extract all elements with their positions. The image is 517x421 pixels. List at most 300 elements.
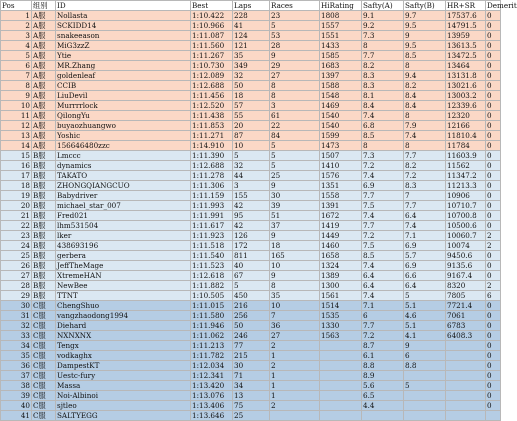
laps-cell: 228 (233, 11, 270, 21)
hirating-cell: 1563 (320, 331, 362, 341)
hr-sr-cell: 13003.2 (446, 91, 486, 101)
pos-cell: 12 (1, 121, 32, 131)
safty-b-cell: 7 (404, 191, 446, 201)
safty-b-cell: 9.7 (404, 11, 446, 21)
id-cell: XtremeHAN (56, 271, 191, 281)
group-cell: A服 (32, 21, 56, 31)
demerit-cell: 0 (486, 401, 501, 411)
best-cell: 1:11.853 (191, 121, 233, 131)
pos-cell: 17 (1, 171, 32, 181)
demerit-cell: 0 (486, 51, 501, 61)
table-row (1, 141, 501, 151)
safty-a-cell: 5.6 (362, 381, 404, 391)
best-cell: 1:11.087 (191, 31, 233, 41)
group-cell: B服 (32, 201, 56, 211)
laps-cell: 3 (233, 181, 270, 191)
safty-b-cell: 9.5 (404, 21, 446, 31)
hr-sr-cell: 10700.8 (446, 211, 486, 221)
id-cell: 156646480zzc (56, 141, 191, 151)
hr-sr-cell (446, 341, 486, 351)
hr-sr-cell (446, 391, 486, 401)
races-cell: 1 (270, 351, 320, 361)
demerit-cell: 0 (486, 261, 501, 271)
table-row (1, 51, 501, 61)
demerit-cell: 0 (486, 11, 501, 21)
best-cell: 1:11.456 (191, 91, 233, 101)
demerit-cell: 2 (486, 281, 501, 291)
laps-cell: 57 (233, 101, 270, 111)
id-cell: lhm531504 (56, 221, 191, 231)
safty-a-cell: 6 (362, 311, 404, 321)
id-cell: Nollasta (56, 11, 191, 21)
pos-cell: 9 (1, 91, 32, 101)
table-row (1, 381, 501, 391)
hr-sr-cell: 7721.4 (446, 301, 486, 311)
laps-cell: 246 (233, 331, 270, 341)
pos-cell: 41 (1, 411, 32, 421)
best-cell: 1:11.267 (191, 51, 233, 61)
pos-cell: 31 (1, 311, 32, 321)
id-cell: SALTYEGG (56, 411, 191, 421)
hirating-cell: 1683 (320, 61, 362, 71)
hirating-cell: 1410 (320, 161, 362, 171)
group-cell: B服 (32, 261, 56, 271)
hr-sr-cell: 9450.6 (446, 251, 486, 261)
header-id: ID (56, 1, 191, 11)
laps-cell: 40 (233, 261, 270, 271)
races-cell: 165 (270, 251, 320, 261)
pos-cell: 29 (1, 291, 32, 301)
pos-cell: 20 (1, 201, 32, 211)
table-row (1, 391, 501, 401)
group-cell: B服 (32, 241, 56, 251)
pos-cell: 25 (1, 251, 32, 261)
safty-b-cell: 6 (404, 351, 446, 361)
laps-cell: 67 (233, 271, 270, 281)
laps-cell: 18 (233, 91, 270, 101)
best-cell: 1:13.076 (191, 391, 233, 401)
safty-a-cell: 7.4 (362, 171, 404, 181)
demerit-cell: 0 (486, 361, 501, 371)
id-cell: Yoshic (56, 131, 191, 141)
best-cell: 1:11.523 (191, 261, 233, 271)
demerit-cell: 0 (486, 321, 501, 331)
hr-sr-cell: 13464 (446, 61, 486, 71)
safty-b-cell: 8 (404, 61, 446, 71)
laps-cell: 34 (233, 381, 270, 391)
safty-b-cell: 6.4 (404, 281, 446, 291)
safty-a-cell: 7.4 (362, 291, 404, 301)
safty-b-cell: 9 (404, 341, 446, 351)
safty-a-cell: 8.4 (362, 101, 404, 111)
safty-b-cell: 8.2 (404, 81, 446, 91)
group-cell: A服 (32, 81, 56, 91)
best-cell: 1:11.015 (191, 301, 233, 311)
hirating-cell (320, 391, 362, 401)
demerit-cell: 0 (486, 211, 501, 221)
group-cell: B服 (32, 191, 56, 201)
safty-a-cell: 6.4 (362, 271, 404, 281)
table-body (1, 11, 501, 421)
laps-cell: 215 (233, 351, 270, 361)
laps-cell: 10 (233, 141, 270, 151)
hr-sr-cell (446, 361, 486, 371)
demerit-cell: 0 (486, 41, 501, 51)
hirating-cell: 1391 (320, 201, 362, 211)
races-cell: 2 (270, 341, 320, 351)
demerit-cell: 2 (486, 241, 501, 251)
id-cell: gerbera (56, 251, 191, 261)
safty-b-cell (404, 391, 446, 401)
header-races: Races (270, 1, 320, 11)
races-cell: 7 (270, 311, 320, 321)
group-cell: A服 (32, 91, 56, 101)
table-row (1, 181, 501, 191)
hr-sr-cell: 11562 (446, 161, 486, 171)
safty-b-cell: 8.3 (404, 181, 446, 191)
id-cell: Ytie (56, 51, 191, 61)
id-cell: snakeeason (56, 31, 191, 41)
safty-b-cell: 9.5 (404, 41, 446, 51)
races-cell: 9 (270, 51, 320, 61)
hr-sr-cell: 13959 (446, 31, 486, 41)
safty-b-cell (404, 371, 446, 381)
demerit-cell: 0 (486, 31, 501, 41)
best-cell: 1:12.089 (191, 71, 233, 81)
safty-b-cell (404, 401, 446, 411)
safty-a-cell: 7.2 (362, 331, 404, 341)
races-cell: 18 (270, 241, 320, 251)
demerit-cell: 0 (486, 201, 501, 211)
pos-cell: 32 (1, 321, 32, 331)
laps-cell: 155 (233, 191, 270, 201)
group-cell: A服 (32, 101, 56, 111)
group-cell: A服 (32, 111, 56, 121)
safty-b-cell: 8.5 (404, 51, 446, 61)
laps-cell: 216 (233, 301, 270, 311)
group-cell: C服 (32, 311, 56, 321)
safty-b-cell: 8.4 (404, 101, 446, 111)
group-cell: A服 (32, 141, 56, 151)
hirating-cell: 1535 (320, 311, 362, 321)
hirating-cell (320, 411, 362, 421)
group-cell: B服 (32, 151, 56, 161)
demerit-cell: 0 (486, 181, 501, 191)
hirating-cell: 1576 (320, 171, 362, 181)
hirating-cell: 1324 (320, 261, 362, 271)
laps-cell: 41 (233, 21, 270, 31)
table-row (1, 21, 501, 31)
hr-sr-cell: 9167.4 (446, 271, 486, 281)
laps-cell: 811 (233, 251, 270, 261)
safty-b-cell: 5.1 (404, 321, 446, 331)
hr-sr-cell: 7061 (446, 311, 486, 321)
pos-cell: 40 (1, 401, 32, 411)
races-cell: 10 (270, 301, 320, 311)
races-cell: 8 (270, 91, 320, 101)
group-cell: B服 (32, 271, 56, 281)
races-cell: 8 (270, 281, 320, 291)
table-row (1, 311, 501, 321)
laps-cell: 172 (233, 241, 270, 251)
races-cell: 61 (270, 111, 320, 121)
safty-a-cell: 8.5 (362, 131, 404, 141)
table-row (1, 61, 501, 71)
best-cell: 1:11.062 (191, 331, 233, 341)
hr-sr-cell: 14791.5 (446, 21, 486, 31)
table-row (1, 211, 501, 221)
table-row (1, 411, 501, 421)
pos-cell: 14 (1, 141, 32, 151)
best-cell: 1:11.438 (191, 111, 233, 121)
group-cell: B服 (32, 161, 56, 171)
safty-a-cell: 7.2 (362, 231, 404, 241)
group-cell: B服 (32, 281, 56, 291)
hr-sr-cell: 11347.2 (446, 171, 486, 181)
best-cell: 1:11.991 (191, 211, 233, 221)
best-cell: 1:12.618 (191, 271, 233, 281)
demerit-cell: 0 (486, 131, 501, 141)
pos-cell: 5 (1, 51, 32, 61)
demerit-cell: 0 (486, 271, 501, 281)
id-cell: MR.Zhang (56, 61, 191, 71)
laps-cell: 5 (233, 281, 270, 291)
id-cell: vangzhaodong1994 (56, 311, 191, 321)
laps-cell: 32 (233, 161, 270, 171)
table-row (1, 41, 501, 51)
table-row (1, 81, 501, 91)
hirating-cell (320, 351, 362, 361)
id-cell: NewBee (56, 281, 191, 291)
races-cell: 27 (270, 71, 320, 81)
best-cell: 1:14.910 (191, 141, 233, 151)
table-row (1, 71, 501, 81)
hr-sr-cell: 12339.6 (446, 101, 486, 111)
header-hr-sr: HR+SR (446, 1, 486, 11)
best-cell: 1:11.580 (191, 311, 233, 321)
header-best: Best (191, 1, 233, 11)
hr-sr-cell: 13021.6 (446, 81, 486, 91)
id-cell: LiuDevil (56, 91, 191, 101)
group-cell: B服 (32, 211, 56, 221)
group-cell: B服 (32, 231, 56, 241)
laps-cell: 44 (233, 171, 270, 181)
laps-cell: 126 (233, 231, 270, 241)
demerit-cell: 0 (486, 391, 501, 401)
id-cell: TAKATO (56, 171, 191, 181)
best-cell: 1:11.540 (191, 251, 233, 261)
id-cell: goldenleaf (56, 71, 191, 81)
hr-sr-cell: 12166 (446, 121, 486, 131)
hirating-cell: 1300 (320, 281, 362, 291)
safty-a-cell: 7.4 (362, 261, 404, 271)
hirating-cell: 1460 (320, 241, 362, 251)
id-cell: Noi-Albinoi (56, 391, 191, 401)
safty-a-cell: 8.2 (362, 61, 404, 71)
group-cell: C服 (32, 301, 56, 311)
laps-cell: 75 (233, 401, 270, 411)
hr-sr-cell: 10710.7 (446, 201, 486, 211)
pos-cell: 36 (1, 361, 32, 371)
safty-a-cell: 7.5 (362, 241, 404, 251)
group-cell: B服 (32, 291, 56, 301)
races-cell: 51 (270, 211, 320, 221)
laps-cell: 77 (233, 341, 270, 351)
demerit-cell: 0 (486, 81, 501, 91)
hirating-cell: 1658 (320, 251, 362, 261)
pos-cell: 34 (1, 341, 32, 351)
safty-a-cell: 8.1 (362, 91, 404, 101)
laps-cell: 50 (233, 81, 270, 91)
best-cell: 1:13.420 (191, 381, 233, 391)
safty-a-cell: 4.4 (362, 401, 404, 411)
best-cell: 1:11.560 (191, 41, 233, 51)
group-cell: A服 (32, 71, 56, 81)
pos-cell: 39 (1, 391, 32, 401)
table-row (1, 131, 501, 141)
hirating-cell: 1473 (320, 141, 362, 151)
demerit-cell (486, 411, 501, 421)
demerit-cell: 0 (486, 151, 501, 161)
hirating-cell: 1540 (320, 121, 362, 131)
table-row (1, 91, 501, 101)
best-cell: 1:12.341 (191, 371, 233, 381)
hirating-cell: 1389 (320, 271, 362, 281)
safty-b-cell: 9.4 (404, 71, 446, 81)
id-cell: MiG3zzZ (56, 41, 191, 51)
best-cell: 1:10.505 (191, 291, 233, 301)
pos-cell: 33 (1, 331, 32, 341)
table-row (1, 101, 501, 111)
id-cell: Uestc-fury (56, 371, 191, 381)
id-cell: NXNXNX (56, 331, 191, 341)
hirating-cell: 1808 (320, 11, 362, 21)
demerit-cell: 0 (486, 251, 501, 261)
hirating-cell: 1588 (320, 81, 362, 91)
table-row (1, 111, 501, 121)
safty-b-cell: 8.4 (404, 91, 446, 101)
group-cell: C服 (32, 331, 56, 341)
table-row (1, 281, 501, 291)
table-row (1, 331, 501, 341)
hirating-cell (320, 371, 362, 381)
safty-a-cell: 6.5 (362, 391, 404, 401)
laps-cell: 42 (233, 221, 270, 231)
safty-a-cell: 7.4 (362, 211, 404, 221)
group-cell: C服 (32, 341, 56, 351)
safty-b-cell: 5.7 (404, 251, 446, 261)
id-cell: Murrrrlock (56, 101, 191, 111)
safty-a-cell: 9.2 (362, 21, 404, 31)
id-cell: 438693196 (56, 241, 191, 251)
hirating-cell (320, 401, 362, 411)
safty-b-cell: 7.9 (404, 121, 446, 131)
pos-cell: 24 (1, 241, 32, 251)
table-row (1, 321, 501, 331)
table-row (1, 191, 501, 201)
demerit-cell: 0 (486, 381, 501, 391)
races-cell: 9 (270, 231, 320, 241)
pos-cell: 37 (1, 371, 32, 381)
table-row (1, 151, 501, 161)
id-cell: DampestKT (56, 361, 191, 371)
hirating-cell: 1507 (320, 151, 362, 161)
header-group: 组别 (32, 1, 56, 11)
races-cell: 35 (270, 291, 320, 301)
pos-cell: 35 (1, 351, 32, 361)
group-cell: C服 (32, 371, 56, 381)
id-cell: vodkaghx (56, 351, 191, 361)
demerit-cell: 0 (486, 111, 501, 121)
demerit-cell: 0 (486, 331, 501, 341)
hr-sr-cell: 11810.4 (446, 131, 486, 141)
id-cell: SCKIDD14 (56, 21, 191, 31)
pos-cell: 4 (1, 41, 32, 51)
safty-a-cell: 6.4 (362, 281, 404, 291)
header-row (1, 1, 501, 11)
best-cell: 1:13.406 (191, 401, 233, 411)
safty-a-cell: 7.5 (362, 201, 404, 211)
safty-a-cell: 7.7 (362, 51, 404, 61)
hirating-cell: 1351 (320, 181, 362, 191)
hirating-cell: 1449 (320, 231, 362, 241)
group-cell: B服 (32, 221, 56, 231)
id-cell: JeffTheMage (56, 261, 191, 271)
table-row (1, 241, 501, 251)
safty-b-cell: 5.1 (404, 301, 446, 311)
laps-cell: 71 (233, 371, 270, 381)
safty-b-cell: 5 (404, 381, 446, 391)
table-row (1, 161, 501, 171)
safty-a-cell: 7.4 (362, 111, 404, 121)
group-cell: B服 (32, 171, 56, 181)
pos-cell: 30 (1, 301, 32, 311)
id-cell: ZHONGQIANGCUO (56, 181, 191, 191)
hirating-cell (320, 381, 362, 391)
laps-cell: 87 (233, 131, 270, 141)
races-cell: 27 (270, 331, 320, 341)
hirating-cell: 1599 (320, 131, 362, 141)
races-cell: 25 (270, 171, 320, 181)
hr-sr-cell: 6408.3 (446, 331, 486, 341)
hirating-cell (320, 341, 362, 351)
hr-sr-cell: 6783 (446, 321, 486, 331)
group-cell: A服 (32, 31, 56, 41)
best-cell: 1:11.518 (191, 241, 233, 251)
hr-sr-cell (446, 411, 486, 421)
safty-a-cell: 7.3 (362, 31, 404, 41)
laps-cell: 32 (233, 71, 270, 81)
demerit-cell: 6 (486, 291, 501, 301)
best-cell: 1:10.422 (191, 11, 233, 21)
safty-a-cell: 8 (362, 141, 404, 151)
header-laps: Laps (233, 1, 270, 11)
safty-b-cell: 7.7 (404, 201, 446, 211)
safty-b-cell: 9 (404, 31, 446, 41)
laps-cell: 50 (233, 321, 270, 331)
hr-sr-cell (446, 371, 486, 381)
pos-cell: 26 (1, 261, 32, 271)
hirating-cell: 1558 (320, 191, 362, 201)
safty-a-cell: 7.1 (362, 301, 404, 311)
demerit-cell: 2 (486, 231, 501, 241)
table-row (1, 271, 501, 281)
hirating-cell: 1330 (320, 321, 362, 331)
races-cell (270, 411, 320, 421)
races-cell: 9 (270, 271, 320, 281)
id-cell: Lmccc (56, 151, 191, 161)
races-cell: 39 (270, 201, 320, 211)
